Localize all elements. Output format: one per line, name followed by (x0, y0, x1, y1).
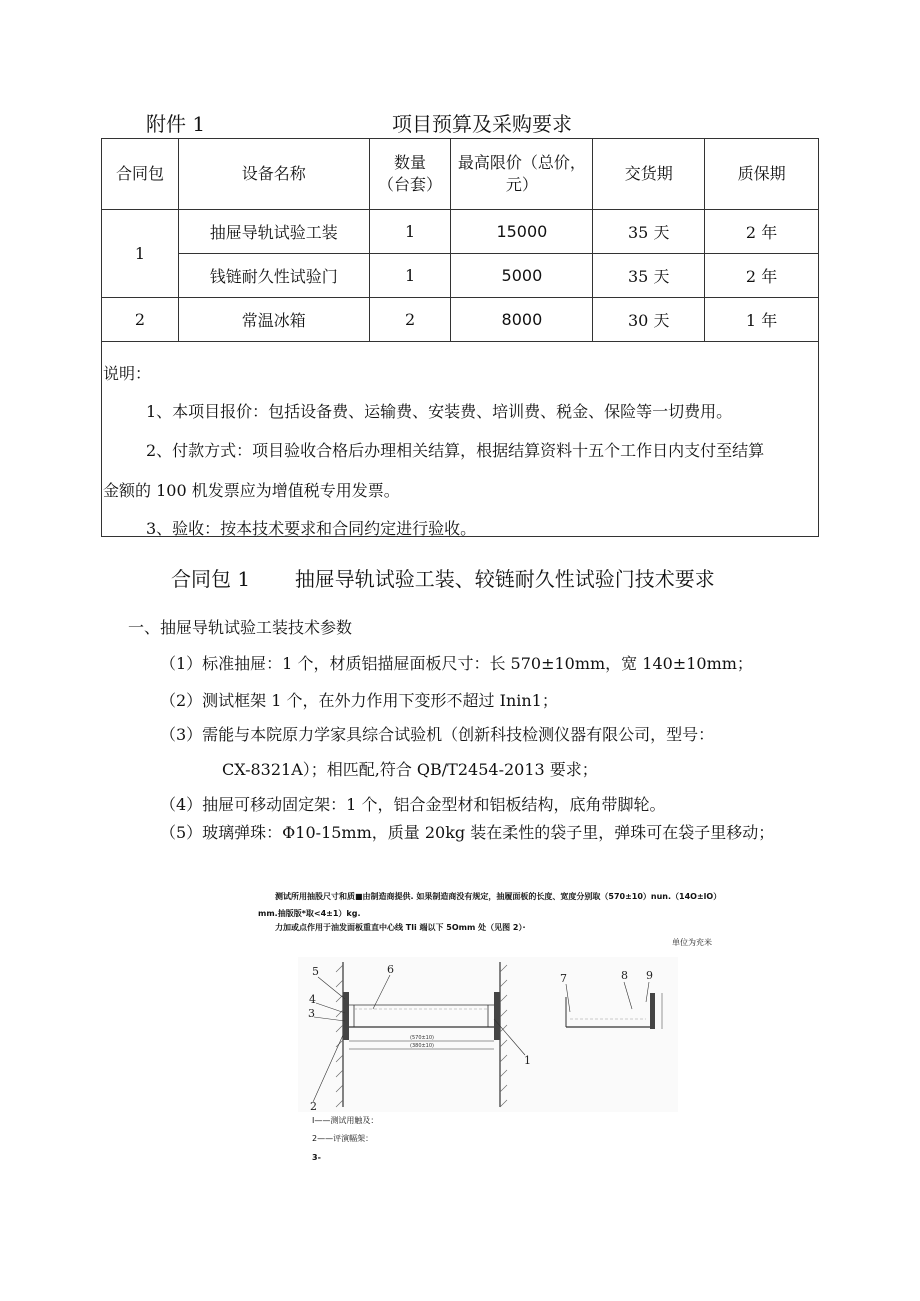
header-price-line2: 元） (505, 175, 538, 194)
cell-pkg: 2 (102, 298, 179, 342)
cell-pkg: 1 (102, 210, 179, 298)
cell-qty: 1 (369, 254, 451, 298)
table-header-row (102, 139, 819, 210)
legend-2: 2——评演幅架： (312, 1134, 374, 1143)
cell-name: 抽屉导轨试验工装 (178, 210, 369, 254)
header-price-line1: 最高限价（总价， (457, 153, 586, 172)
spec-item-3: （3）需能与本院原力学家具综合试验机（创新科技检测仪器有限公司，型号： (160, 725, 715, 744)
cell-warranty: 2 年 (705, 210, 819, 254)
dimension-label-1: (570±10) (410, 1035, 434, 1041)
package-heading (171, 563, 715, 592)
annex-label: 附件 1 (146, 112, 206, 136)
figure-caption-1: 测试所用抽股尺寸和质■由制造商提供. 如果制造商没有规定，抽履面板的长度、宽度分别取（570±10）nun.（14O±lO） (275, 892, 722, 901)
spec-item-5: （5）玻璃弹珠：Φ10-15mm，质量 20kg 装在柔性的袋子里，弹珠可在袋子里移动； (160, 823, 775, 842)
table-row (102, 210, 819, 254)
callout-1: 1 (524, 1054, 531, 1067)
test-fixture-figure (258, 882, 830, 1172)
header-qty-line2: （台套） (378, 175, 443, 194)
cell-delivery: 30 天 (593, 298, 705, 342)
spec-item-2: （2）测试框架 1 个，在外力作用下变形不超过 Inin1； (160, 691, 558, 710)
note-1: 1、本项目报价：包括设备费、运输费、安装费、培训费、税金、保险等一切费用。 (146, 402, 733, 421)
legend-1: I——测试用触及： (312, 1116, 379, 1125)
dimension-label-2: (380±10) (410, 1043, 434, 1049)
unit-label: 单位为充米 (672, 938, 712, 947)
cell-price: 8000 (451, 298, 593, 342)
callout-8: 8 (621, 969, 628, 982)
legend-3: 3- (312, 1153, 321, 1162)
header-cell (451, 139, 593, 210)
figure-caption-3: 力加或点作用于油发面板重直中心线 Tli 端以下 5Omm 处（见图 2）· (275, 923, 526, 932)
figure-caption-2: mm.抽版版*取<4±1）kg. (258, 909, 361, 918)
section-heading: 一、抽屉导轨试验工装技术参数 (128, 618, 353, 637)
cell-price: 5000 (451, 254, 593, 298)
table-row (102, 254, 819, 298)
note-3: 3、验收：按本技术要求和合同约定进行验收。 (146, 519, 477, 538)
spec-item-3-cont: CX-8321A）；相匹配,符合 QB/T2454-2013 要求； (222, 760, 598, 779)
cell-delivery: 35 天 (593, 254, 705, 298)
fixture-drawing (298, 957, 678, 1112)
title-row (0, 108, 920, 138)
header-cell: 质保期 (705, 139, 819, 210)
spec-item-4: （4）抽屉可移动固定架：1 个，铝合金型材和铝板结构，底角带脚轮。 (160, 795, 666, 814)
notes-label: 说明： (103, 364, 152, 383)
cell-name: 钱链耐久性试验门 (178, 254, 369, 298)
note-2a: 2、付款方式：项目验收合格后办理相关结算，根据结算资料十五个工作日内支付至结算 (146, 441, 765, 460)
header-cell: 交货期 (593, 139, 705, 210)
spec-item-1: （1）标准抽屉：1 个，材质铝描屉面板尺寸：长 570±10mm，宽 140±10mm； (160, 654, 753, 673)
package-heading-text: 抽屉导轨试验工装、较链耐久性试验门技术要求 (294, 567, 715, 591)
callout-7: 7 (560, 972, 567, 985)
header-cell (369, 139, 451, 210)
cell-qty: 2 (369, 298, 451, 342)
cell-warranty: 1 年 (705, 298, 819, 342)
callout-4: 4 (309, 993, 316, 1006)
page-title: 项目预算及采购要求 (392, 112, 572, 136)
cell-warranty: 2 年 (705, 254, 819, 298)
callout-9: 9 (646, 969, 653, 982)
cell-name: 常温冰箱 (178, 298, 369, 342)
callout-2: 2 (310, 1100, 317, 1112)
cell-qty: 1 (369, 210, 451, 254)
cell-delivery: 35 天 (593, 210, 705, 254)
note-2b: 金额的 100 机发票应为增值税专用发票。 (103, 481, 400, 500)
cell-price: 15000 (451, 210, 593, 254)
callout-3: 3 (308, 1007, 315, 1020)
callout-5: 5 (312, 965, 319, 978)
package-heading-label: 合同包 1 (171, 567, 251, 591)
header-cell: 设备名称 (178, 139, 369, 210)
header-qty-line1: 数量 (394, 153, 427, 172)
callout-6: 6 (387, 963, 394, 976)
table-row (102, 298, 819, 342)
header-cell: 合同包 (102, 139, 179, 210)
